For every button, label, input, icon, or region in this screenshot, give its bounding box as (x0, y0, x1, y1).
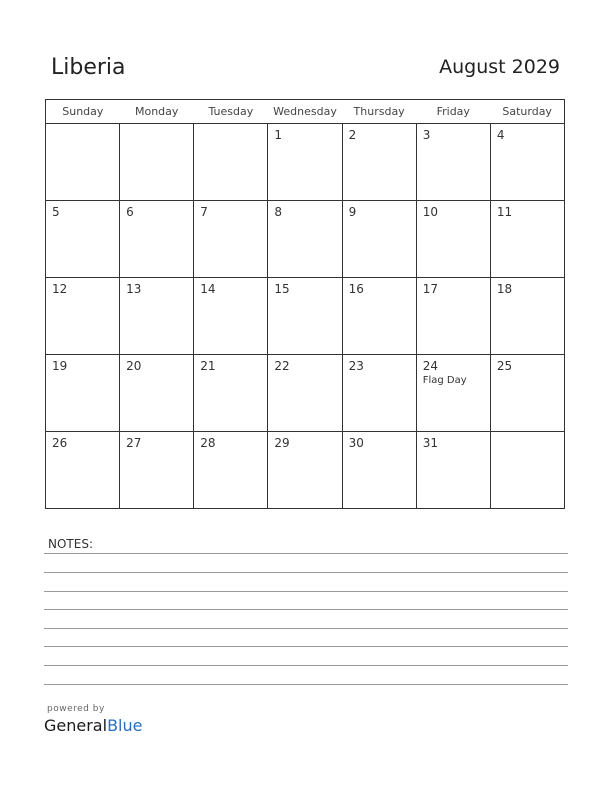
day-number: 2 (348, 128, 357, 142)
day-number: 5 (52, 205, 60, 219)
brand-general: General (44, 716, 108, 735)
calendar-day-cell (46, 201, 120, 278)
day-cell-content (491, 355, 564, 373)
calendar-day-cell (268, 124, 342, 201)
calendar-day-cell (120, 278, 194, 355)
note-line (44, 684, 568, 685)
day-cell-content (120, 355, 193, 373)
day-cell-content (343, 278, 416, 296)
calendar-body (46, 124, 565, 509)
day-number: 23 (348, 359, 364, 373)
brand-logo (44, 716, 142, 735)
day-cell-content (194, 201, 267, 219)
day-number: 27 (126, 436, 142, 450)
powered-by-text: powered by (47, 704, 105, 714)
notes-label: NOTES: (48, 537, 93, 551)
month-year-title: August 2029 (439, 56, 560, 78)
calendar-day-cell (120, 201, 194, 278)
calendar-day-cell (342, 278, 416, 355)
calendar-day-cell (416, 201, 490, 278)
day-cell-content (343, 432, 416, 450)
calendar-week-row (46, 124, 565, 201)
calendar-day-cell (194, 278, 268, 355)
calendar-day-cell (342, 355, 416, 432)
day-cell-content (194, 278, 267, 296)
calendar-day-cell (268, 201, 342, 278)
calendar-day-cell (46, 355, 120, 432)
day-cell-content (46, 355, 119, 373)
note-line (44, 665, 568, 666)
calendar-day-cell (46, 124, 120, 201)
day-cell-content (343, 355, 416, 373)
day-cell-content (491, 124, 564, 142)
calendar-day-cell (268, 432, 342, 509)
calendar-week-row (46, 278, 565, 355)
day-number: 26 (52, 436, 68, 450)
day-number: 6 (126, 205, 134, 219)
day-cell-content (268, 201, 341, 219)
day-number: 22 (274, 359, 290, 373)
note-line (44, 572, 568, 573)
day-cell-content (417, 278, 490, 296)
calendar-day-cell (416, 432, 490, 509)
day-cell-content (46, 124, 119, 128)
day-number: 25 (496, 359, 513, 373)
day-cell-content (417, 201, 490, 219)
calendar-day-cell (268, 355, 342, 432)
day-cell-content (491, 201, 564, 219)
day-number: 12 (52, 282, 68, 296)
calendar-week-row (46, 432, 565, 509)
calendar-day-cell (490, 201, 564, 278)
day-cell-content (417, 355, 490, 387)
weekday-header-monday: Monday (120, 100, 194, 124)
day-cell-content (46, 432, 119, 450)
day-number: 9 (348, 205, 357, 219)
holiday-label: Flag Day (422, 375, 467, 386)
calendar-week-row (46, 355, 565, 432)
calendar-day-cell (120, 432, 194, 509)
day-cell-content (194, 124, 267, 128)
day-number: 17 (422, 282, 438, 296)
calendar-day-cell (490, 432, 564, 509)
day-number: 1 (274, 128, 283, 142)
day-cell-content (268, 124, 341, 142)
day-number: 7 (200, 205, 208, 219)
calendar-day-cell (342, 432, 416, 509)
calendar-day-cell (46, 278, 120, 355)
day-number: 11 (496, 205, 513, 219)
day-cell-content (120, 201, 193, 219)
day-number: 4 (496, 128, 505, 142)
calendar-day-cell (416, 355, 490, 432)
note-line (44, 628, 568, 629)
calendar-day-cell (416, 278, 490, 355)
calendar-day-cell (490, 278, 564, 355)
day-number: 3 (422, 128, 431, 142)
day-cell-content (417, 432, 490, 450)
weekday-header-row (46, 100, 565, 124)
calendar-day-cell (342, 124, 416, 201)
calendar-day-cell (342, 201, 416, 278)
day-number: 30 (348, 436, 364, 450)
calendar-day-cell (194, 355, 268, 432)
day-cell-content (417, 124, 490, 142)
weekday-header-thursday: Thursday (342, 100, 416, 124)
day-number: 31 (422, 436, 438, 450)
day-number: 14 (200, 282, 216, 296)
day-cell-content (343, 124, 416, 142)
day-cell-content (120, 278, 193, 296)
day-cell-content (46, 278, 119, 296)
country-title: Liberia (51, 55, 126, 80)
day-number: 8 (274, 205, 283, 219)
day-number: 29 (274, 436, 290, 450)
day-cell-content (268, 278, 341, 296)
day-cell-content (194, 432, 267, 450)
day-number: 10 (422, 205, 438, 219)
calendar-day-cell (120, 124, 194, 201)
day-cell-content (491, 278, 564, 296)
day-cell-content (120, 124, 193, 128)
note-line (44, 553, 568, 554)
day-number: 24 (422, 359, 438, 373)
calendar-day-cell (490, 124, 564, 201)
calendar-day-cell (194, 124, 268, 201)
weekday-header-friday: Friday (416, 100, 490, 124)
day-cell-content (268, 355, 341, 373)
day-cell-content (120, 432, 193, 450)
weekday-header-sunday: Sunday (46, 100, 120, 124)
day-number: 21 (200, 359, 216, 373)
weekday-header-wednesday: Wednesday (268, 100, 342, 124)
day-number: 15 (274, 282, 290, 296)
calendar-week-row (46, 201, 565, 278)
day-number: 18 (496, 282, 513, 296)
day-cell-content (268, 432, 341, 450)
day-number: 16 (348, 282, 364, 296)
day-number: 28 (200, 436, 216, 450)
calendar-day-cell (46, 432, 120, 509)
day-number: 13 (126, 282, 142, 296)
calendar-day-cell (416, 124, 490, 201)
note-line (44, 646, 568, 647)
day-cell-content (194, 355, 267, 373)
day-cell-content (343, 201, 416, 219)
note-line (44, 591, 568, 592)
brand-blue: Blue (107, 716, 143, 735)
day-number: 19 (52, 359, 68, 373)
note-line (44, 609, 568, 610)
day-cell-content (491, 432, 564, 436)
weekday-header-saturday: Saturday (490, 100, 564, 124)
day-number: 20 (126, 359, 142, 373)
calendar-day-cell (268, 278, 342, 355)
day-cell-content (46, 201, 119, 219)
calendar-day-cell (194, 432, 268, 509)
calendar-day-cell (194, 201, 268, 278)
calendar-grid (45, 99, 565, 509)
calendar-day-cell (490, 355, 564, 432)
calendar-day-cell (120, 355, 194, 432)
weekday-header-tuesday: Tuesday (194, 100, 268, 124)
